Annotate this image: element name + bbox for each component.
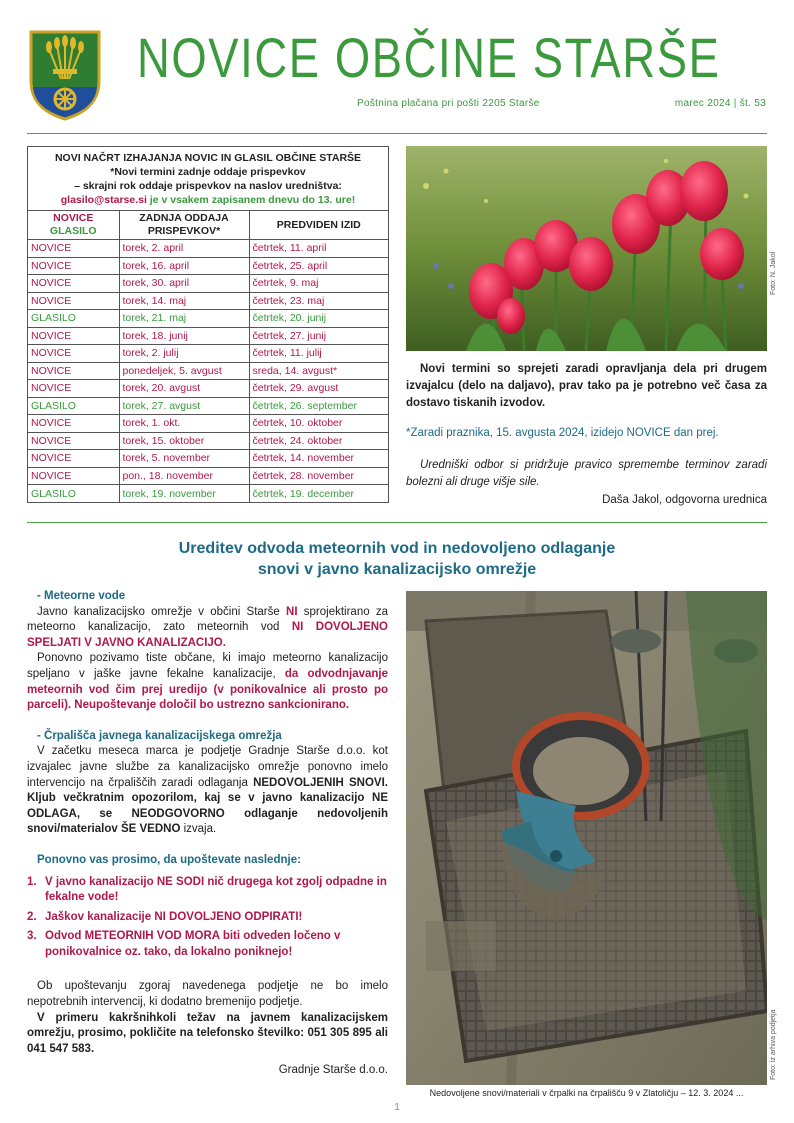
schedule-cell-release: četrtek, 10. oktober (249, 415, 388, 433)
schedule-cell-release: četrtek, 26. september (249, 397, 388, 415)
schedule-cell-release: četrtek, 9. maj (249, 275, 388, 293)
request-heading: Ponovno vas prosimo, da upoštevate naslednje: (37, 853, 301, 866)
header-divider (27, 133, 767, 134)
schedule-cell-type: NOVICE (28, 467, 119, 485)
company-signature: Gradnje Starše d.o.o. (278, 1064, 388, 1077)
newsletter-masthead: NOVICE OBČINE STARŠE (137, 26, 721, 89)
schedule-cell-deadline: torek, 27. avgust (119, 397, 249, 415)
table-row (28, 485, 388, 503)
postage-note: Poštnina plačana pri pošti 2205 Starše (357, 98, 540, 109)
schedule-cell-deadline: torek, 15. oktober (119, 432, 249, 450)
table-row (28, 257, 388, 275)
schedule-cell-release: četrtek, 14. november (249, 450, 388, 468)
table-row (28, 432, 388, 450)
table-row (28, 240, 388, 258)
section-heading-stormwater: - Meteorne vode (37, 590, 126, 602)
tulips-photo (406, 146, 767, 351)
list-item: 3. Odvod METEORNIH VOD MORA biti odveden ločeno v ponikovalnice oz. tako, da lokalno poniknejo! (27, 930, 341, 958)
schedule-cell-type: NOVICE (28, 327, 119, 345)
schedule-cell-deadline: torek, 30. april (119, 275, 249, 293)
schedule-cell-deadline: torek, 16. april (119, 257, 249, 275)
paragraph-compliance: Ob upoštevanju zgoraj navedenega podjetje ne bo imelo nepotrebnih intervencij, ki dodatno bremenijo podjetje. (27, 980, 388, 1009)
table-row (28, 380, 388, 398)
schedule-cell-type: GLASILO (28, 397, 119, 415)
schedule-cell-type: NOVICE (28, 292, 119, 310)
photo-credit-tulips: Foto: N. Jakol (770, 251, 777, 295)
column-header-release: PREDVIDEN IZID (249, 211, 388, 240)
table-row (28, 275, 388, 293)
schedule-cell-type: NOVICE (28, 415, 119, 433)
column-header-deadline: ZADNJA ODDAJA PRISPEVKOV* (119, 211, 249, 240)
schedule-cell-deadline: pon., 18. november (119, 467, 249, 485)
schedule-cell-deadline: torek, 2. april (119, 240, 249, 258)
schedule-cell-release: četrtek, 11. julij (249, 345, 388, 363)
schedule-cell-deadline: torek, 1. okt. (119, 415, 249, 433)
issue-info: marec 2024 | št. 53 (674, 98, 766, 109)
article-title: Ureditev odvoda meteornih vod in nedovoljeno odlaganje snovi v javno kanalizacijsko omrežje (178, 540, 616, 578)
schedule-cell-release: četrtek, 27. junij (249, 327, 388, 345)
publication-schedule-table (27, 146, 389, 503)
editor-signature: Daša Jakol, odgovorna urednica (602, 494, 767, 506)
editor-email-link[interactable]: glasilo@starse.si (60, 194, 147, 206)
table-row (28, 362, 388, 380)
table-row (28, 397, 388, 415)
table-row (28, 345, 388, 363)
schedule-cell-type: GLASILO (28, 485, 119, 503)
schedule-cell-type: NOVICE (28, 275, 119, 293)
list-item: 1. V javno kanalizacijo NE SODI nič drugega kot zgolj odpadne in fekalne vode! (27, 875, 387, 904)
schedule-cell-release: četrtek, 11. april (249, 240, 388, 258)
section-heading-pumping-stations: - Črpališča javnega kanalizacijskega omrežja (37, 729, 282, 742)
table-row (28, 327, 388, 345)
schedule-cell-release: četrtek, 28. november (249, 467, 388, 485)
schedule-cell-release: četrtek, 19. december (252, 487, 355, 500)
schedule-cell-release: sreda, 14. avgust* (249, 362, 388, 380)
schedule-cell-release: četrtek, 23. maj (249, 292, 388, 310)
list-item: 2. Jaškov kanalizacije NI DOVOLJENO ODPIRATI! (27, 910, 303, 923)
table-row (28, 467, 388, 485)
schedule-cell-deadline: torek, 20. avgust (119, 380, 249, 398)
table-row (28, 292, 388, 310)
schedule-cell-release: četrtek, 20. junij (249, 310, 388, 328)
schedule-note-disclaimer: Uredniški odbor si pridržuje pravico spremembe terminov zaradi bolezni ali druge višje sile. (406, 459, 767, 488)
schedule-cell-type: GLASILO (28, 310, 119, 328)
schedule-cell-type: NOVICE (28, 362, 119, 380)
schedule-heading: NOVI NAČRT IZHAJANJA NOVIC IN GLASIL OBČINE STARŠE *Novi termini zadnje oddaje prispevkov – skrajni rok oddaje prispevkov na naslov uredništva: glasilo@starse.si je v vsakem zapisanem dnevu do 13. ure! (28, 147, 388, 211)
schedule-cell-deadline: torek, 2. julij (119, 345, 249, 363)
paragraph-appeal: Ponovno pozivamo tiste občane, ki imajo meteorno kanalizacijo speljano v jaške javne fekalne kanalizacije, da odvodnjavanje meteornih vod čim prej uredijo (v ponikovalnice ali prosto po parceli). Neupoštevanje določil bo ustrezno sankcionirano. (27, 652, 388, 712)
schedule-cell-deadline: ponedeljek, 5. avgust (119, 362, 249, 380)
clogged-pump-photo (406, 591, 767, 1085)
table-row (28, 310, 388, 328)
schedule-cell-deadline: torek, 21. maj (119, 310, 249, 328)
paragraph-intervention: V začetku meseca marca je podjetje Gradnje Starše d.o.o. kot izvajalec javne službe za kanalizacijsko omrežje ponovno imelo intervencijo na črpališčih zaradi odlaganja NEDOVOLJENIH SNOVI. Kljub večkratnim opozorilom, kaj se v javno kanalizacijo NE ODLAGA, se NEODGOVORNO odlaganje nedovoljenih snovi/materialov ŠE VEDNO izvaja. (27, 745, 388, 836)
schedule-cell-type: NOVICE (28, 345, 119, 363)
schedule-cell-type: NOVICE (28, 432, 119, 450)
schedule-cell-deadline: torek, 14. maj (119, 292, 249, 310)
schedule-note-reason: Novi termini so sprejeti zaradi opravljanja dela pri drugem izvajalcu (delo na daljavo), prav tako pa je potrebno več časa za dostavo tiskanih izvodov. (406, 363, 767, 409)
schedule-cell-deadline: torek, 18. junij (119, 327, 249, 345)
page-number: 1 (394, 1102, 400, 1113)
schedule-cell-type: NOVICE (28, 380, 119, 398)
schedule-cell-type: NOVICE (28, 450, 119, 468)
schedule-cell-type: NOVICE (28, 257, 119, 275)
table-row (28, 450, 388, 468)
column-header-type: NOVICE GLASILO (28, 211, 119, 240)
table-row (28, 415, 388, 433)
photo-credit-pump: Foto: iz arhiva podjetja (770, 1009, 777, 1080)
photo-caption-pump: Nedovoljene snovi/materiali v črpalki na črpališču 9 v Zlatoličju – 12. 3. 2024 ... (429, 1088, 744, 1098)
paragraph-contact: V primeru kakršnihkoli težav na javnem kanalizacijskem omrežju, prosimo, pokličite na telefonsko številko: 051 305 895 ali 041 547 583. (27, 1011, 388, 1055)
article-body (27, 589, 388, 1079)
schedule-note-holiday: *Zaradi praznika, 15. avgusta 2024, izidejo NOVICE dan prej. (406, 427, 719, 439)
schedule-cell-release: četrtek, 25. april (249, 257, 388, 275)
schedule-cell-release: četrtek, 29. avgust (249, 380, 388, 398)
schedule-cell-release: četrtek, 24. oktober (249, 432, 388, 450)
municipality-coat-of-arms (27, 29, 103, 122)
paragraph-stormwater: Javno kanalizacijsko omrežje v občini Starše NI sprojektirano za meteorno kanalizacijo, zato meteornih vod NI DOVOLJENO SPELJATI V JAVNO KANALIZACIJO. (27, 605, 388, 649)
section-divider (27, 522, 767, 523)
schedule-cell-deadline: torek, 5. november (119, 450, 249, 468)
schedule-cell-deadline: torek, 19. november (119, 485, 249, 503)
schedule-cell-type: NOVICE (28, 240, 119, 258)
